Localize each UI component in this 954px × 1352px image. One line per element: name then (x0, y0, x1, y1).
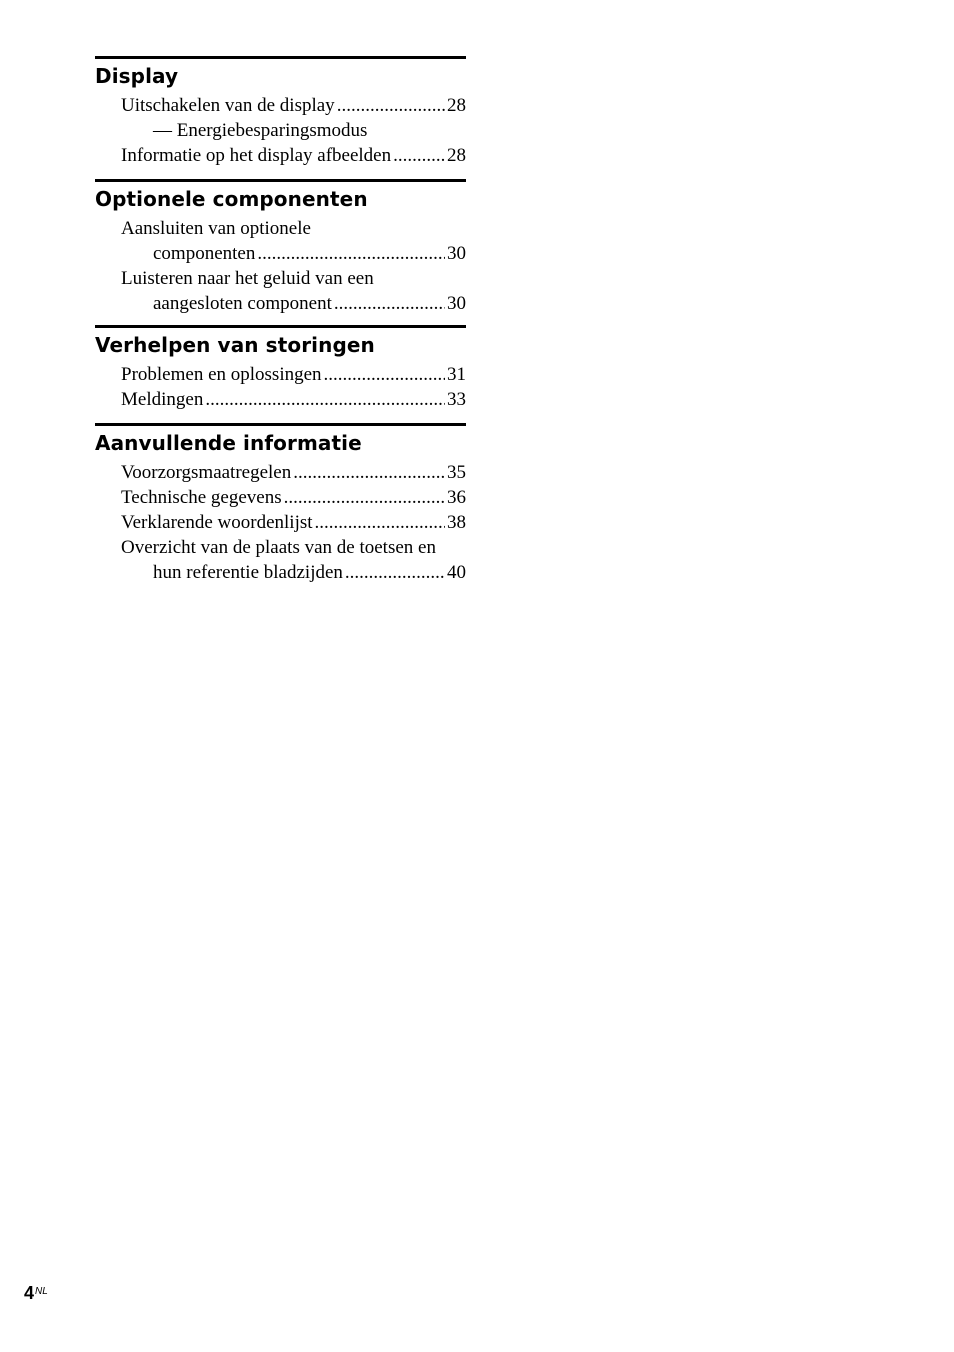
toc-entry[interactable] (121, 266, 466, 316)
entry-title: Luisteren naar het geluid van een (121, 268, 374, 289)
entry-page-number: 30 (447, 293, 466, 314)
section-title: Display (95, 64, 179, 88)
toc-entry[interactable] (121, 216, 466, 266)
dot-leader (324, 362, 445, 387)
entry-title-continued: componenten (153, 243, 256, 264)
table-of-contents (95, 56, 466, 585)
dot-leader (284, 485, 445, 510)
entry-page-number: 33 (447, 389, 466, 410)
toc-entry[interactable] (121, 485, 466, 510)
toc-section-display (95, 56, 466, 168)
language-code: NL (35, 1286, 48, 1297)
page-number: 4 (24, 1283, 35, 1303)
section-title: Aanvullende informatie (95, 431, 362, 455)
entry-title-continued: hun referentie bladzijden (153, 562, 343, 583)
dot-leader (315, 510, 445, 535)
toc-entry[interactable] (121, 93, 466, 143)
entry-page-number: 40 (447, 562, 466, 583)
dot-leader (345, 560, 445, 585)
entry-title: Informatie op het display afbeelden (121, 145, 392, 166)
section-divider (95, 423, 466, 426)
entry-page-number: 36 (447, 487, 466, 508)
entry-title: Technische gegevens (121, 487, 282, 508)
section-title: Verhelpen van storingen (95, 333, 375, 357)
dot-leader (257, 241, 445, 266)
entry-page-number: 35 (447, 462, 466, 483)
entry-title: Voorzorgsmaatregelen (121, 462, 292, 483)
section-divider (95, 179, 466, 182)
dot-leader (393, 143, 445, 168)
toc-entry[interactable] (121, 387, 466, 412)
entry-page-number: 28 (447, 95, 466, 116)
page-folio (24, 1283, 48, 1303)
toc-section-aanvullende-informatie (95, 423, 466, 585)
entry-page-number: 31 (447, 364, 466, 385)
dot-leader (337, 93, 445, 118)
toc-section-optionele-componenten (95, 179, 466, 316)
toc-entry[interactable] (121, 362, 466, 387)
section-title: Optionele componenten (95, 187, 368, 211)
entry-title: Meldingen (121, 389, 204, 410)
section-divider (95, 325, 466, 328)
dot-leader (205, 387, 445, 412)
entry-title: Aansluiten van optionele (121, 218, 311, 239)
entry-page-number: 28 (447, 145, 466, 166)
toc-entry[interactable] (121, 510, 466, 535)
entry-title: Overzicht van de plaats van de toetsen en (121, 537, 436, 558)
entry-title: Problemen en oplossingen (121, 364, 322, 385)
entry-title: Verklarende woordenlijst (121, 512, 313, 533)
toc-entry[interactable] (121, 535, 466, 585)
entry-subtitle: — Energiebesparingsmodus (153, 120, 368, 141)
section-divider (95, 56, 466, 59)
toc-section-verhelpen-van-storingen (95, 325, 466, 412)
entry-title-continued: aangesloten component (153, 293, 332, 314)
entry-title: Uitschakelen van de display (121, 95, 335, 116)
toc-entry[interactable] (121, 460, 466, 485)
toc-entry[interactable] (121, 143, 466, 168)
entry-page-number: 38 (447, 512, 466, 533)
dot-leader (293, 460, 445, 485)
dot-leader (334, 291, 445, 316)
entry-page-number: 30 (447, 243, 466, 264)
